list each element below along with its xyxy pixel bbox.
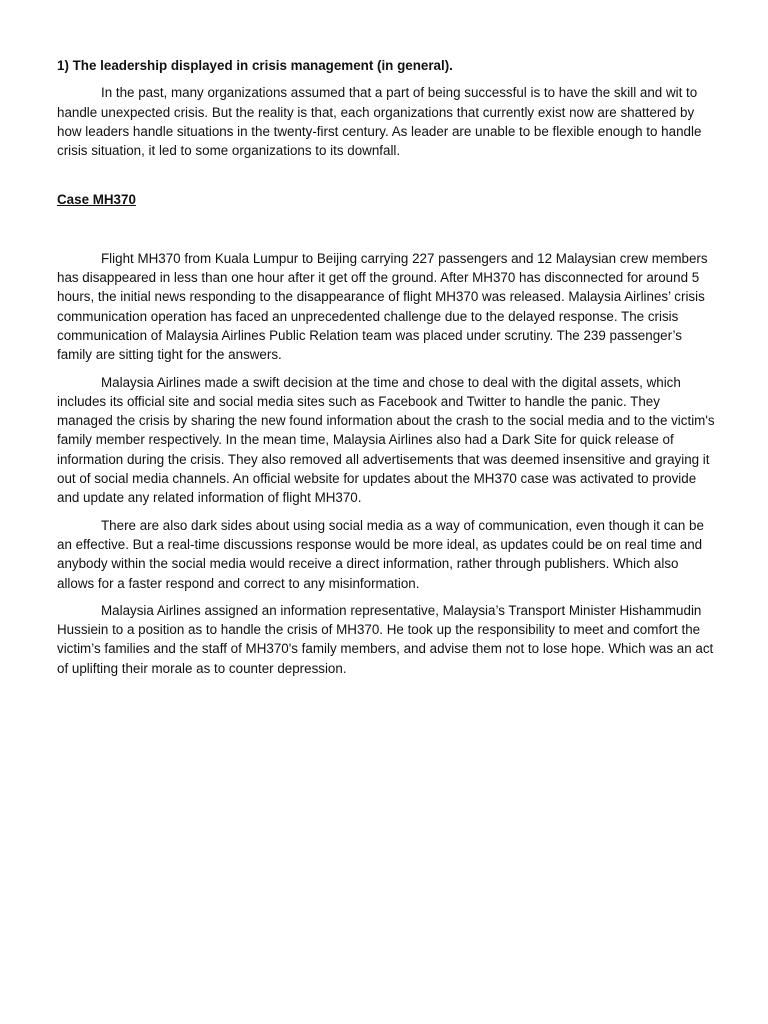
- document-body: [57, 56, 717, 686]
- case-heading: Case MH370: [57, 192, 136, 208]
- intro-paragraph: In the past, many organizations assumed that a part of being successful is to have the skill and wit to handle unexpected crisis. But the reality is that, each organizations that currently exist now are shattered by how leaders handle situations in the twenty-first century. As leader are unable to be flexible enough to handle crisis situation, it led to some organizations to its downfall.: [57, 85, 702, 159]
- case-paragraph-3: There are also dark sides about using social media as a way of communication, even though it can be an effective. But a real-time discussions response would be more ideal, as updates could be on real time and anybody within the social media would receive a direct information, rather through publishers. Which also allows for a faster respond and correct to any misinformation.: [57, 517, 704, 591]
- case-paragraph-4: Malaysia Airlines assigned an information representative, Malaysia’s Transport Minister Hishammudin Hussiein to a position as to handle the crisis of MH370. He took up the responsibility to meet and comfort the victim’s families and the staff of MH370's family members, and advise them not to lose hope. Which was an act of uplifting their morale as to counter depression.: [57, 602, 714, 676]
- case-paragraph-1: Flight MH370 from Kuala Lumpur to Beijing carrying 227 passengers and 12 Malaysian crew members has disappeared in less than one hour after it get off the ground. After MH370 has disconnected for around 5 hours, the initial news responding to the disappearance of flight MH370 was released. Malaysia Airlines’ crisis communication operation has faced an unprecedented challenge due to the delayed response. The crisis communication of Malaysia Airlines Public Relation team was placed under scrutiny. The 239 passenger’s family are sitting tight for the answers.: [57, 250, 708, 363]
- section-heading: 1) The leadership displayed in crisis management (in general).: [57, 58, 453, 73]
- case-paragraph-2: Malaysia Airlines made a swift decision at the time and chose to deal with the digital assets, which includes its official site and social media sites such as Facebook and Twitter to handle the panic. They managed the crisis by sharing the new found information about the crash to the social media and to the victim's family member respectively. In the mean time, Malaysia Airlines also had a Dark Site for quick release of information during the crisis. They also removed all advertisements that was deemed insensitive and graying it out of social media channels. An official website for updates about the MH370 case was activated to provide and update any related information of flight MH370.: [57, 374, 715, 506]
